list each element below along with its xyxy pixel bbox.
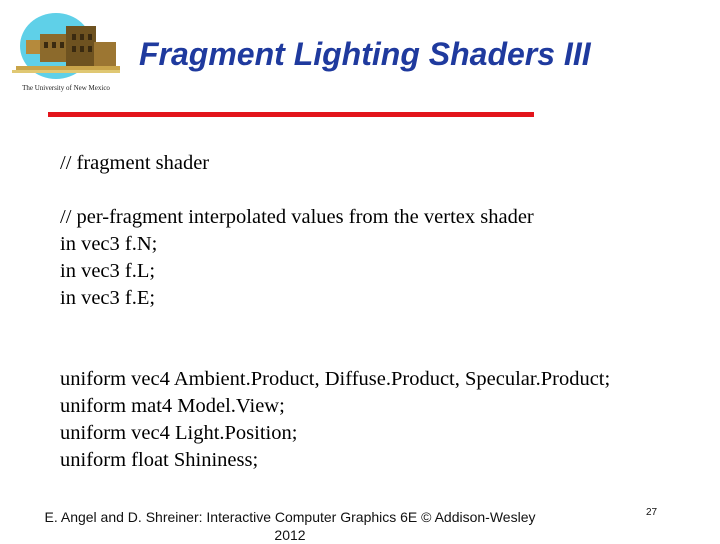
footer-citation: E. Angel and D. Shreiner: Interactive Computer Graphics 6E © Addison-Wesley [44, 509, 536, 525]
code-line: uniform vec4 Ambient.Product, Diffuse.Product, Specular.Product; [60, 368, 611, 390]
slide-footer [40, 508, 540, 544]
code-line [60, 177, 610, 204]
code-line: // fragment shader [60, 152, 210, 174]
slide-title: Fragment Lighting Shaders III [139, 36, 591, 72]
code-line: uniform float Shininess; [60, 449, 259, 471]
code-line: uniform mat4 Model.View; [60, 395, 285, 417]
code-line [60, 339, 610, 366]
title-underline-rule [48, 112, 534, 117]
code-line: uniform vec4 Light.Position; [60, 422, 298, 444]
code-line [60, 312, 610, 339]
code-line: in vec3 f.E; [60, 287, 156, 309]
code-line: // per-fragment interpolated values from the vertex shader [60, 206, 534, 228]
page-number: 27 [646, 507, 658, 518]
university-logo [10, 12, 122, 98]
footer-year: 2012 [274, 527, 306, 543]
code-listing [60, 150, 610, 474]
code-line: in vec3 f.N; [60, 233, 158, 255]
unm-building-logo-icon [10, 12, 122, 84]
logo-caption: The University of New Mexico [22, 84, 110, 92]
code-line: in vec3 f.L; [60, 260, 156, 282]
